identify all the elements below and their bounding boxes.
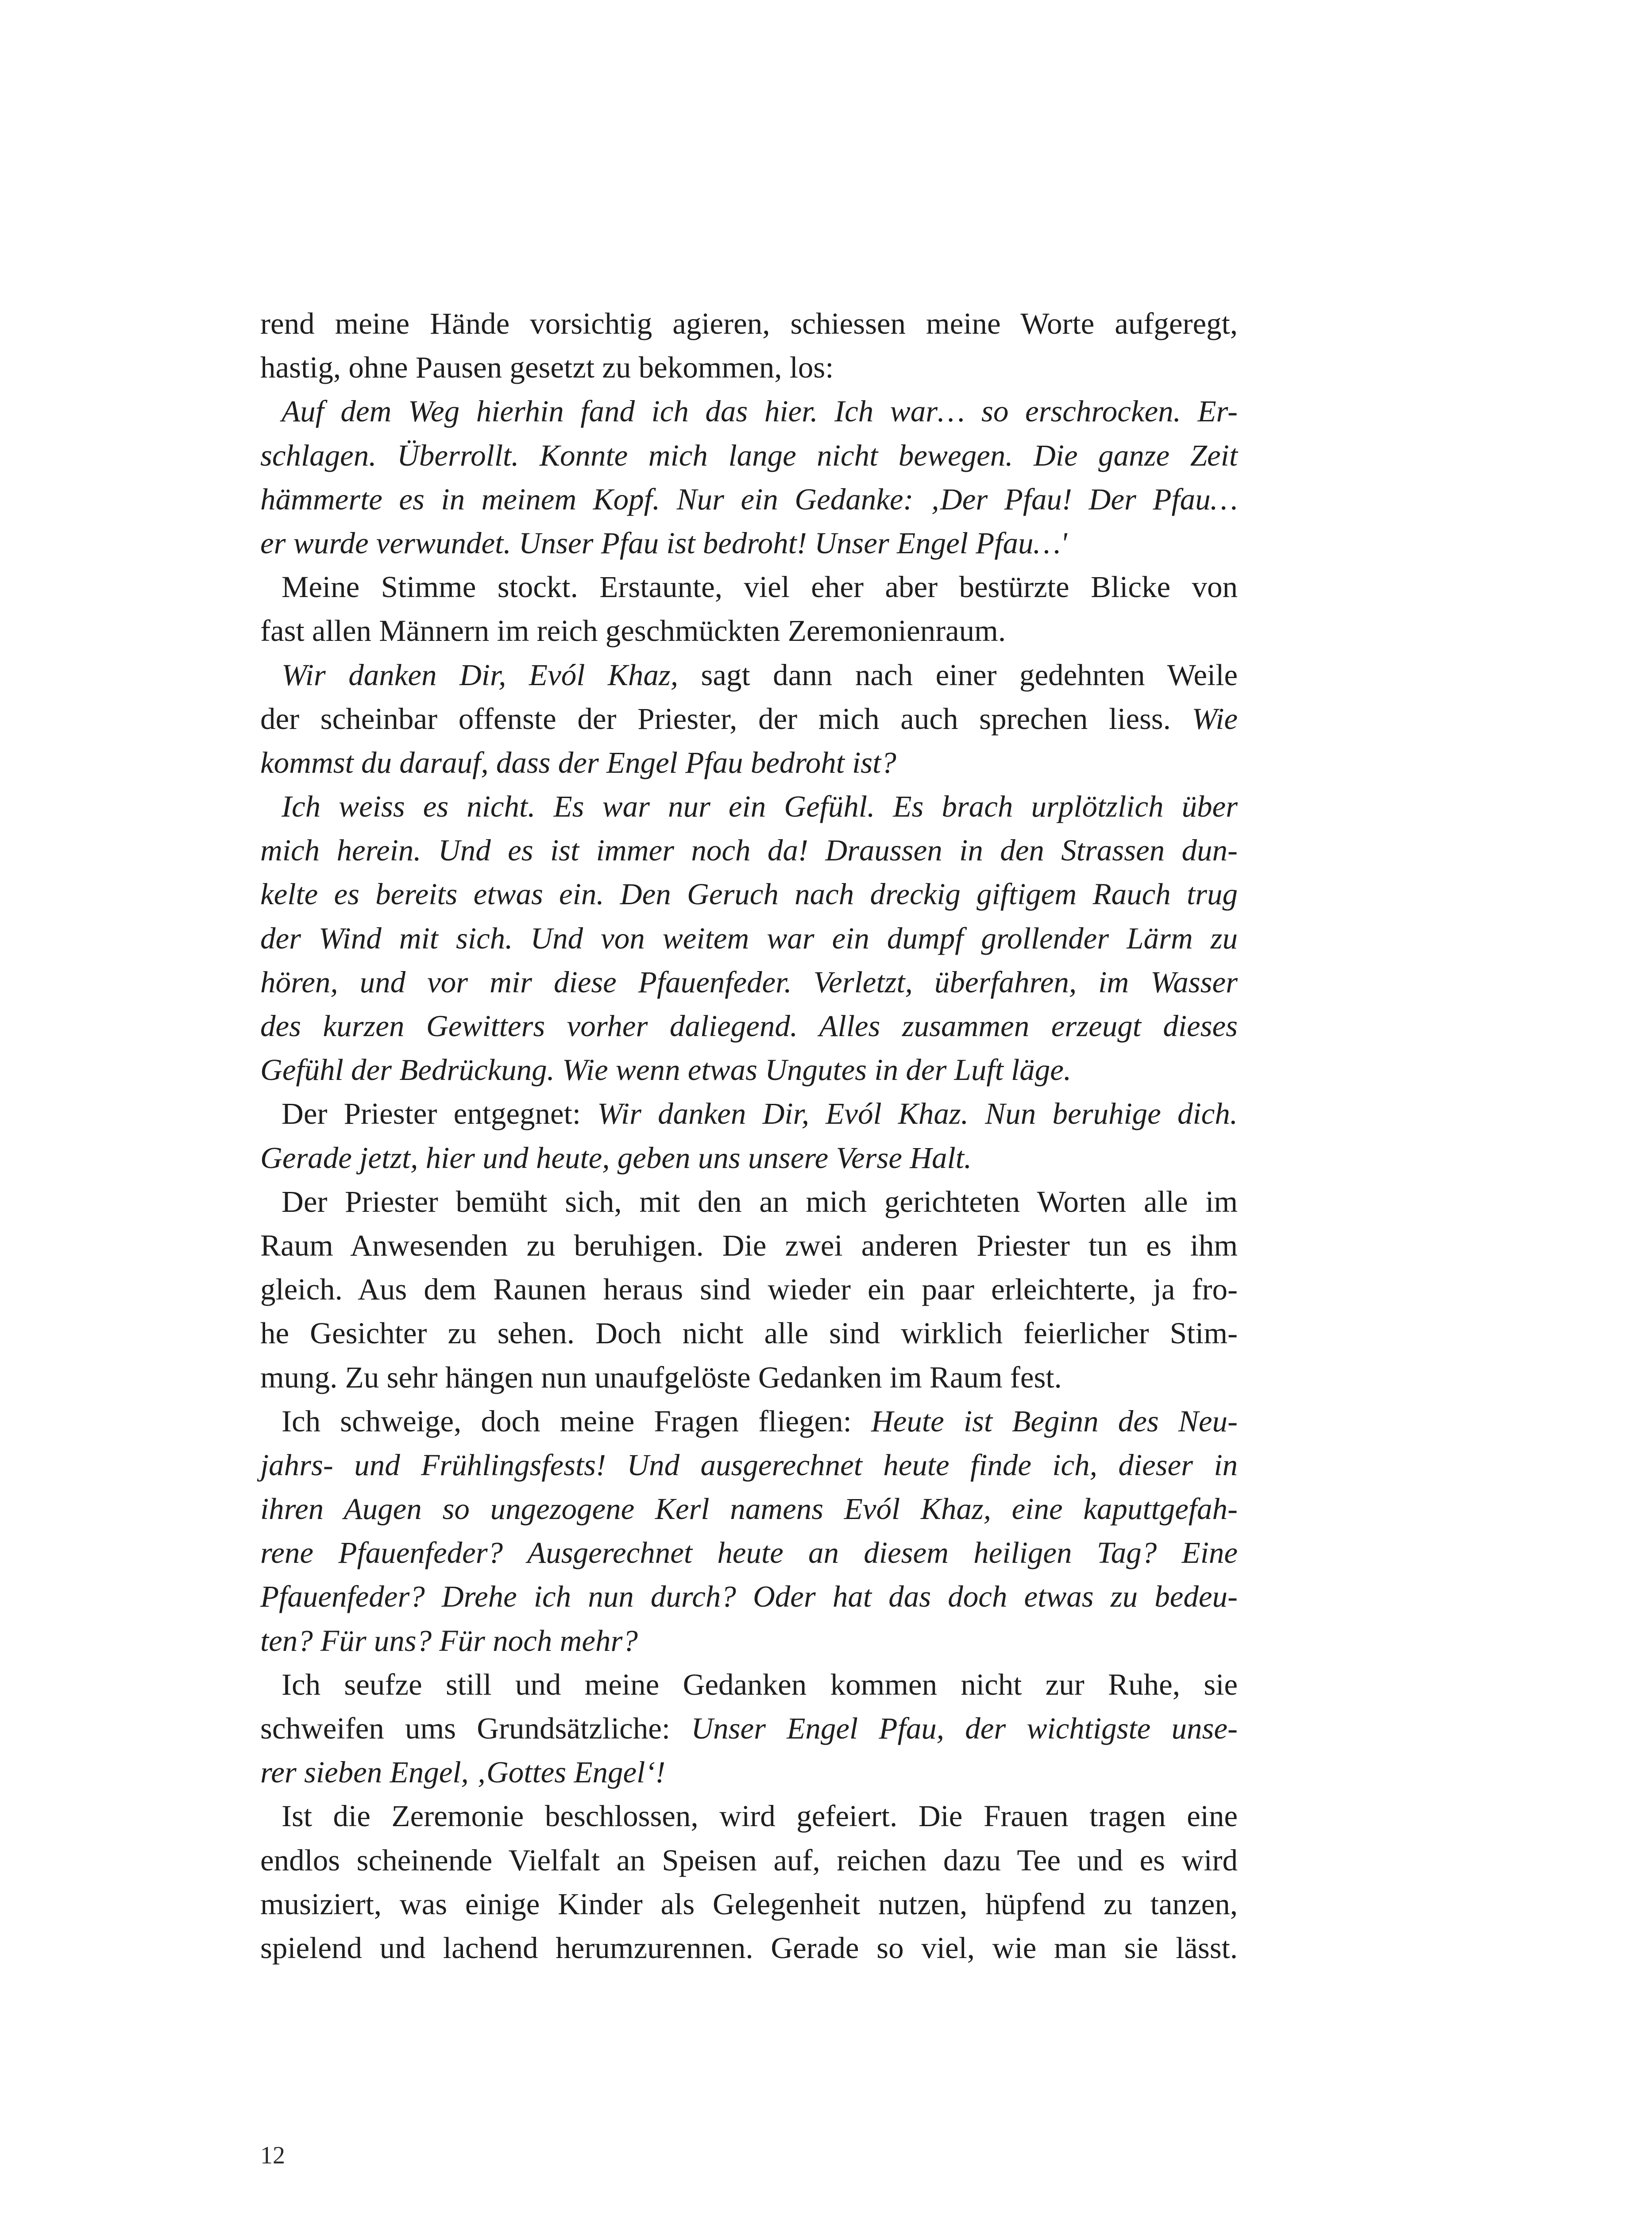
text-line (260, 1268, 1238, 1311)
italic-text: des kurzen Gewitters vorher daliegend. Alles zusammen erzeugt dieses (260, 1009, 1238, 1043)
text-line (260, 1224, 1238, 1268)
text-line (260, 521, 1238, 565)
text-line (260, 478, 1238, 521)
text-line (260, 1180, 1238, 1224)
text-line (260, 1443, 1238, 1487)
text: der scheinbar offenste der Priester, der mich auch sprechen liess. (260, 702, 1192, 736)
text: fast allen Männern im reich geschmückten Zeremonienraum. (260, 614, 1006, 648)
italic-text: Pfauenfeder? Drehe ich nun durch? Oder hat das doch etwas zu bedeu- (260, 1580, 1238, 1614)
text: hastig, ohne Pausen gesetzt zu bekommen, los: (260, 351, 834, 385)
text-line (260, 1794, 1238, 1838)
text-line (260, 697, 1238, 741)
text: sagt dann nach einer gedehnten Weile (678, 658, 1238, 692)
text: Ist die Zeremonie beschlossen, wird gefeiert. Die Frauen tragen eine (282, 1799, 1238, 1833)
text-line (260, 785, 1238, 829)
text-line (260, 1092, 1238, 1136)
italic-text: Unser Engel Pfau, der wichtigste unse- (691, 1712, 1238, 1745)
text-line (260, 1136, 1238, 1180)
italic-text: Wir danken Dir, Evól Khaz, (282, 658, 679, 692)
italic-text: kommst du darauf, dass der Engel Pfau bedroht ist? (260, 745, 896, 779)
italic-text: Gerade jetzt, hier und heute, geben uns unsere Verse Halt. (260, 1141, 972, 1175)
italic-text: rer sieben Engel, ‚Gottes Engel‘! (260, 1755, 666, 1789)
italic-text: schlagen. Überrollt. Konnte mich lange nicht bewegen. Die ganze Zeit (260, 438, 1238, 472)
text-line (260, 960, 1238, 1004)
text: Ich schweige, doch meine Fragen fliegen: (282, 1404, 871, 1438)
italic-text: er wurde verwundet. Unser Pfau ist bedroht! Unser Engel Pfau…' (260, 526, 1067, 560)
italic-text: rene Pfauenfeder? Ausgerechnet heute an diesem heiligen Tag? Eine (260, 1536, 1238, 1570)
text-line (260, 1004, 1238, 1048)
text: endlos scheinende Vielfalt an Speisen auf, reichen dazu Tee und es wird (260, 1843, 1238, 1877)
text-line (260, 1839, 1238, 1882)
italic-text: mich herein. Und es ist immer noch da! Draussen in den Strassen dun- (260, 833, 1238, 867)
text-line (260, 917, 1238, 960)
text-line (260, 653, 1238, 697)
text-line (260, 346, 1238, 389)
text-line (260, 872, 1238, 916)
text-line (260, 609, 1238, 653)
text-line (260, 302, 1238, 346)
text-line (260, 1663, 1238, 1707)
text: rend meine Hände vorsichtig agieren, schiessen meine Worte aufgeregt, (260, 307, 1238, 340)
italic-text: hämmerte es in meinem Kopf. Nur ein Gedanke: ‚Der Pfau! Der Pfau… (260, 482, 1238, 516)
italic-text: Auf dem Weg hierhin fand ich das hier. Ich war… so erschrocken. Er- (282, 394, 1238, 428)
text: schweifen ums Grundsätzliche: (260, 1712, 691, 1745)
italic-text: Ich weiss es nicht. Es war nur ein Gefühl. Es brach urplötzlich über (282, 790, 1238, 824)
italic-text: Gefühl der Bedrückung. Wie wenn etwas Ungutes in der Luft läge. (260, 1053, 1072, 1087)
text-line (260, 565, 1238, 609)
italic-text: der Wind mit sich. Und von weitem war ein dumpf grollender Lärm zu (260, 921, 1238, 955)
text: musiziert, was einige Kinder als Gelegenheit nutzen, hüpfend zu tanzen, (260, 1887, 1238, 1921)
text-line (260, 1531, 1238, 1575)
text: he Gesichter zu sehen. Doch nicht alle sind wirklich feierlicher Stim- (260, 1316, 1238, 1350)
text-line (260, 1575, 1238, 1619)
text-line (260, 1926, 1238, 1970)
italic-text: jahrs- und Frühlingsfests! Und ausgerechnet heute finde ich, dieser in (260, 1448, 1238, 1482)
text-line (260, 1356, 1238, 1400)
italic-text: Heute ist Beginn des Neu- (871, 1404, 1238, 1438)
body-text (260, 302, 1238, 1970)
text-line (260, 1750, 1238, 1794)
text-line (260, 389, 1238, 433)
text-line (260, 1400, 1238, 1443)
text-line (260, 1311, 1238, 1355)
text: Meine Stimme stockt. Erstaunte, viel eher aber bestürzte Blicke von (282, 570, 1238, 604)
text-line (260, 1619, 1238, 1663)
text-line (260, 434, 1238, 478)
text: gleich. Aus dem Raunen heraus sind wieder ein paar erleichterte, ja fro- (260, 1272, 1238, 1307)
text-line (260, 1487, 1238, 1531)
page-number: 12 (260, 2142, 285, 2169)
text-line (260, 1882, 1238, 1926)
text: Der Priester entgegnet: (282, 1097, 598, 1131)
text: spielend und lachend herumzurennen. Gerade so viel, wie man sie lässt. (260, 1931, 1238, 1965)
italic-text: kelte es bereits etwas ein. Den Geruch nach dreckig giftigem Rauch trug (260, 877, 1238, 911)
italic-text: Wir danken Dir, Evól Khaz. Nun beruhige dich. (597, 1097, 1238, 1131)
text: Ich seufze still und meine Gedanken kommen nicht zur Ruhe, sie (282, 1667, 1238, 1701)
italic-text: ten? Für uns? Für noch mehr? (260, 1623, 638, 1658)
text-line (260, 1048, 1238, 1092)
italic-text: Wie (1192, 702, 1238, 736)
text-line (260, 1707, 1238, 1750)
text: mung. Zu sehr hängen nun unaufgelöste Gedanken im Raum fest. (260, 1360, 1062, 1394)
text-line (260, 741, 1238, 785)
text-line (260, 829, 1238, 872)
text: Der Priester bemüht sich, mit den an mich gerichteten Worten alle im (282, 1184, 1238, 1218)
italic-text: ihren Augen so ungezogene Kerl namens Evól Khaz, eine kaputtgefah- (260, 1492, 1238, 1526)
italic-text: hören, und vor mir diese Pfauenfeder. Verletzt, überfahren, im Wasser (260, 965, 1238, 999)
text: Raum Anwesenden zu beruhigen. Die zwei anderen Priester tun es ihm (260, 1228, 1238, 1262)
